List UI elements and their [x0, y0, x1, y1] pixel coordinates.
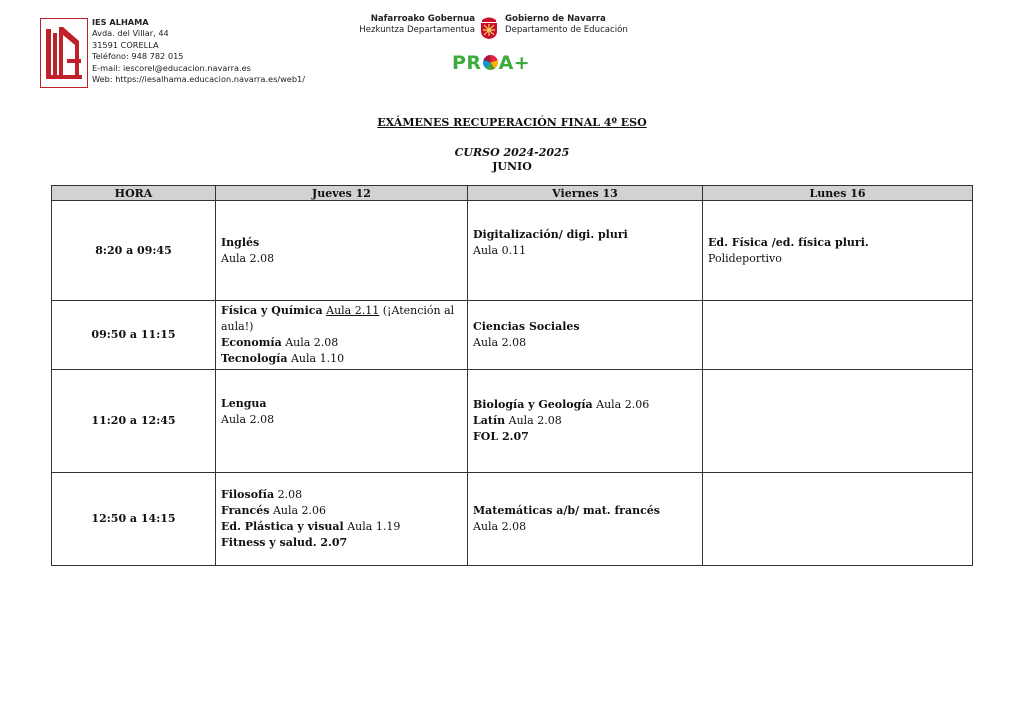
subject: Latín — [473, 414, 506, 427]
school-email: E-mail: iescorel@educacion.navarra.es — [92, 62, 251, 73]
gov-basque-line2: Hezkuntza Departamentua — [359, 24, 475, 35]
room-note: (¡Atención al aula!) — [221, 304, 455, 333]
exam-cell — [216, 301, 468, 370]
school-city: 31591 CORELLA — [92, 39, 159, 50]
subject: FOL 2.07 — [473, 430, 529, 443]
room: Aula 1.19 — [347, 520, 401, 533]
exam-schedule-table — [51, 185, 973, 566]
header-lunes: Lunes 16 — [703, 186, 973, 201]
subject: Economía — [221, 336, 282, 349]
subject: Digitalización/ digi. pluri — [473, 228, 628, 241]
exam-cell-empty — [703, 301, 973, 370]
proa-logo — [452, 52, 530, 74]
government-header — [355, 14, 655, 40]
room: Polideportivo — [708, 251, 782, 265]
room: Aula 0.11 — [473, 244, 527, 257]
room: Aula 2.08 — [473, 520, 527, 533]
exam-cell — [703, 201, 973, 301]
ies-alhama-logo-icon — [41, 19, 87, 87]
room: Aula 2.08 — [508, 414, 562, 427]
proa-suffix: A+ — [498, 52, 531, 74]
room: Aula 2.08 — [473, 336, 527, 349]
school-info — [92, 17, 305, 85]
room: Aula 1.10 — [290, 352, 345, 365]
exam-cell — [216, 473, 468, 566]
navarra-crest-icon — [479, 14, 499, 40]
hour-cell: 12:50 a 14:15 — [52, 473, 216, 566]
exam-cell — [468, 473, 703, 566]
school-phone: Teléfono: 948 782 015 — [92, 51, 184, 62]
gov-spanish-line2: Departamento de Educación — [505, 24, 628, 35]
gov-spanish-line1: Gobierno de Navarra — [505, 14, 606, 24]
course-year: CURSO 2024-2025 — [454, 146, 570, 159]
table-row — [52, 473, 973, 566]
subject: Física y Química — [221, 304, 323, 317]
exam-title: EXÁMENES RECUPERACIÓN FINAL 4º ESO — [377, 116, 647, 129]
subject: Ed. Física /ed. física pluri. — [708, 235, 869, 249]
exam-cell — [468, 301, 703, 370]
room: Aula 2.08 — [221, 251, 275, 265]
room: Aula 2.06 — [272, 504, 327, 517]
exam-cell — [216, 201, 468, 301]
sdg-wheel-icon — [483, 55, 498, 70]
exam-cell — [468, 370, 703, 473]
exam-cell-empty — [703, 370, 973, 473]
exam-month: JUNIO — [492, 160, 532, 173]
exam-cell — [216, 370, 468, 473]
subject: Ciencias Sociales — [473, 320, 580, 333]
room: Aula 2.06 — [596, 398, 650, 411]
subject: Ed. Plástica y visual — [221, 520, 344, 533]
table-row — [52, 301, 973, 370]
table-row — [52, 201, 973, 301]
subject: Biología y Geología — [473, 398, 593, 411]
hour-cell: 8:20 a 09:45 — [52, 201, 216, 301]
room: Aula 2.11 — [326, 304, 380, 317]
header-viernes: Viernes 13 — [468, 186, 703, 201]
subject: Tecnología — [221, 352, 288, 365]
hour-cell: 09:50 a 11:15 — [52, 301, 216, 370]
school-address: Avda. del Villar, 44 — [92, 28, 169, 39]
subject: Lengua — [221, 397, 267, 410]
table-header-row — [52, 186, 973, 201]
subject: Matemáticas a/b/ mat. francés — [473, 504, 660, 517]
exam-cell — [468, 201, 703, 301]
room: Aula 2.08 — [285, 336, 339, 349]
header-jueves: Jueves 12 — [216, 186, 468, 201]
school-name: IES ALHAMA — [92, 17, 149, 27]
exam-cell-empty — [703, 473, 973, 566]
room: Aula 2.08 — [221, 413, 275, 426]
proa-prefix: PR — [452, 52, 482, 74]
school-web: Web: https://iesalhama.educacion.navarra.es/web1/ — [92, 74, 305, 85]
subject: Fitness y salud. 2.07 — [221, 536, 348, 549]
school-logo — [40, 18, 88, 88]
subject: Inglés — [221, 235, 260, 249]
subject: Filosofía — [221, 488, 275, 501]
gov-basque-line1: Nafarroako Gobernua — [370, 14, 475, 24]
hour-cell: 11:20 a 12:45 — [52, 370, 216, 473]
header-hora: HORA — [52, 186, 216, 201]
room: 2.08 — [277, 488, 303, 501]
table-row — [52, 370, 973, 473]
subject: Francés — [221, 504, 270, 517]
